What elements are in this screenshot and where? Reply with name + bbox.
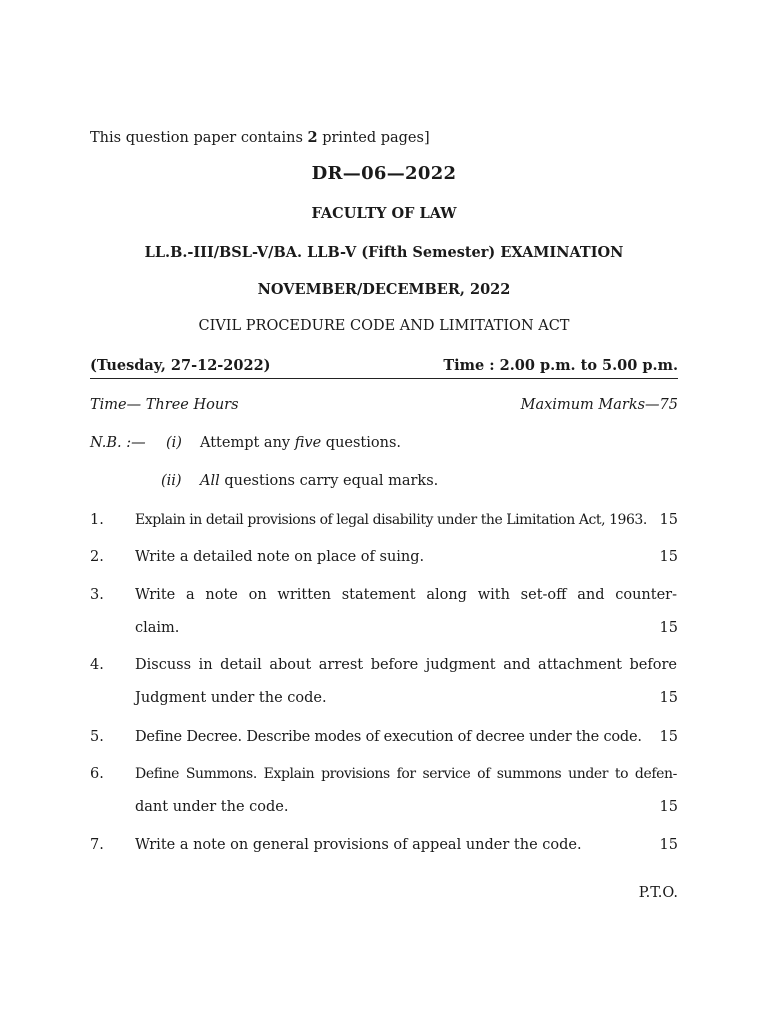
pages-note-prefix: This question paper contains [90, 130, 303, 146]
pages-note [90, 129, 430, 146]
question-number: 7. [90, 837, 104, 853]
question-marks: 15 [659, 837, 678, 853]
question-text: Discuss in detail about arrest before judgment and attachment before [135, 657, 677, 673]
question-marks: 15 [659, 729, 678, 745]
subject-title: CIVIL PROCEDURE CODE AND LIMITATION ACT [198, 318, 570, 334]
maximum-marks: Maximum Marks—75 [520, 397, 678, 413]
question-marks: 15 [659, 620, 678, 636]
exam-session: NOVEMBER/DECEMBER, 2022 [257, 281, 511, 298]
question-text-continued: claim. [135, 620, 180, 636]
question-number: 5. [90, 729, 104, 745]
question-marks: 15 [659, 549, 678, 565]
nb-label: N.B. :— [90, 435, 146, 451]
note-i-suffix: questions. [325, 435, 402, 451]
faculty-name: FACULTY OF LAW [311, 205, 457, 222]
note-ii-emphasis: All [200, 473, 220, 489]
question-marks: 15 [659, 512, 678, 528]
note-i-label: (i) [166, 435, 182, 451]
paper-code: DR—06—2022 [311, 163, 457, 184]
question-number: 6. [90, 766, 104, 782]
question-text: Define Decree. Describe modes of execution of decree under the code. [135, 729, 642, 745]
exam-date: (Tuesday, 27-12-2022) [90, 357, 271, 374]
question-number: 4. [90, 657, 104, 673]
question-number: 3. [90, 587, 104, 603]
pages-note-suffix: printed pages] [322, 130, 430, 146]
note-i [200, 435, 401, 451]
note-ii-label: (ii) [161, 473, 182, 489]
question-marks: 15 [659, 690, 678, 706]
question-number: 2. [90, 549, 104, 565]
question-text: Explain in detail provisions of legal disability under the Limitation Act, 1963. [135, 512, 647, 528]
question-text: Write a detailed note on place of suing. [135, 549, 425, 565]
exam-time: Time : 2.00 p.m. to 5.00 p.m. [443, 357, 678, 374]
pages-count: 2 [307, 129, 318, 146]
note-i-prefix: Attempt any [200, 435, 291, 451]
exam-name: LL.B.-III/BSL-V/BA. LLB-V (Fifth Semester) EXAMINATION [144, 244, 624, 261]
question-text: Write a note on general provisions of appeal under the code. [135, 837, 582, 853]
duration: Time— Three Hours [90, 397, 239, 413]
please-turn-over: P.T.O. [638, 885, 678, 901]
question-text: Define Summons. Explain provisions for service of summons under to defen- [135, 766, 677, 782]
note-ii [200, 473, 438, 489]
question-text-continued: dant under the code. [135, 799, 289, 815]
question-number: 1. [90, 512, 104, 528]
question-text: Write a note on written statement along with set-off and counter- [135, 587, 677, 603]
question-marks: 15 [659, 799, 678, 815]
note-i-emphasis: five [294, 435, 322, 451]
question-text-continued: Judgment under the code. [135, 690, 327, 706]
header-divider [90, 378, 678, 379]
note-ii-suffix: questions carry equal marks. [224, 473, 439, 489]
